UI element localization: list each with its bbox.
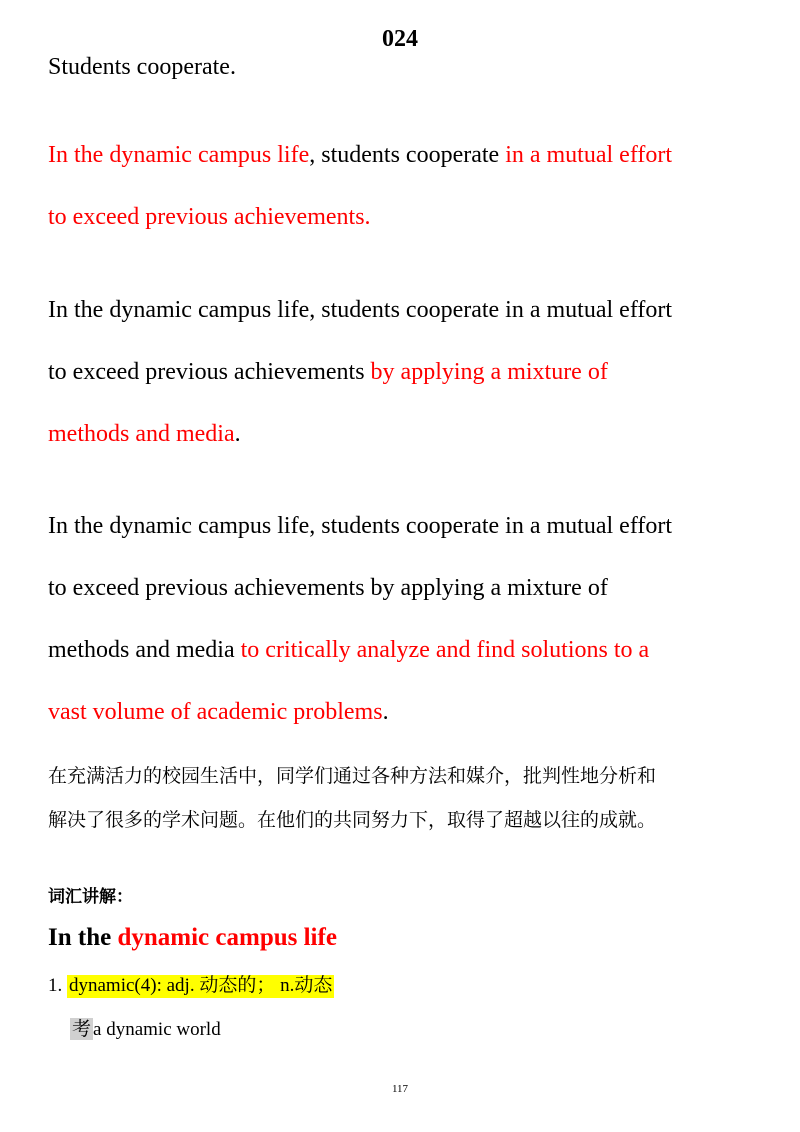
phrase-heading — [48, 924, 337, 952]
page-number-top: 024 — [382, 26, 418, 52]
phrase-keyword: dynamic campus life — [117, 924, 337, 951]
base-text: In the dynamic campus life, students cooperate in a mutual effort — [48, 513, 673, 539]
vocab-number: 1. — [48, 975, 67, 996]
phrase-prefix: In the — [48, 924, 118, 951]
base-text: , students cooperate — [309, 142, 506, 168]
sentence-step-2 — [48, 124, 758, 248]
exam-tag: 考 — [72, 1018, 92, 1040]
sentence-line: Students cooperate. — [48, 54, 236, 80]
base-text: . — [234, 421, 241, 447]
vocab-heading: 词汇讲解： — [48, 887, 133, 907]
added-phrase: vast volume of academic problems — [48, 699, 383, 725]
base-text: . — [382, 699, 389, 725]
page-number-bottom: 117 — [391, 1083, 409, 1095]
sentence-step-4 — [48, 495, 758, 743]
base-text: In the dynamic campus life, students cooperate in a mutual effort — [48, 297, 673, 323]
vocab-word: dynamic(4): adj. — [69, 975, 200, 996]
translation-line: 在充满活力的校园生活中，同学们通过各种方法和媒介，批判性地分析和 — [48, 765, 657, 787]
translation-line: 解决了很多的学术问题。在他们的共同努力下，取得了超越以往的成就。 — [48, 809, 657, 831]
sentence-line — [48, 681, 758, 743]
vocab-meaning: 动态的； — [199, 974, 276, 996]
base-text: to exceed previous achievements by applying a mixture of — [48, 575, 608, 601]
added-phrase: by applying a mixture of — [370, 359, 608, 385]
sentence-line — [48, 619, 758, 681]
added-phrase: In the dynamic campus life — [48, 142, 310, 168]
sentence-line — [48, 124, 758, 186]
base-text: to exceed previous achievements — [48, 359, 371, 385]
example-text: a dynamic world — [93, 1019, 221, 1040]
base-text: methods and media — [48, 637, 241, 663]
sentence-step-1 — [48, 36, 758, 98]
vocab-item — [48, 970, 334, 1001]
vocab-meaning: 动态 — [294, 974, 333, 996]
vocab-pos: n. — [275, 975, 295, 996]
added-phrase: to critically analyze and find solutions to a — [240, 637, 650, 663]
example-line — [70, 1014, 221, 1045]
sentence-step-3 — [48, 279, 758, 465]
added-phrase: in a mutual effort — [505, 142, 673, 168]
sentence-line — [48, 403, 758, 465]
sentence-line — [48, 341, 758, 403]
added-phrase: to exceed previous achievements. — [48, 204, 371, 230]
vocab-definition-highlight — [67, 975, 334, 998]
chinese-translation — [48, 754, 768, 842]
added-phrase: methods and media — [48, 421, 235, 447]
